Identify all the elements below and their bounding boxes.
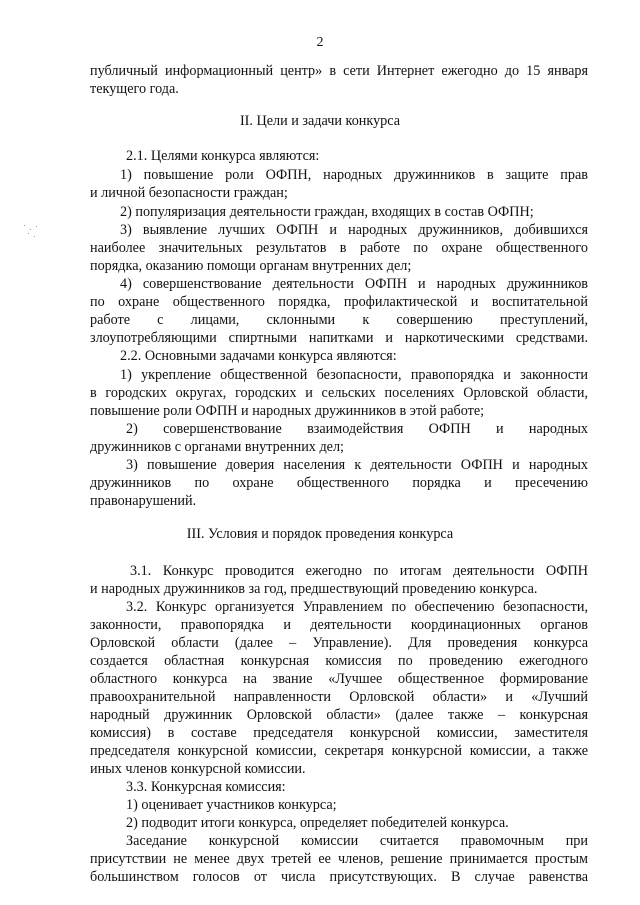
paragraph-line: 2.2. Основными задачами конкурса являются: (120, 348, 397, 364)
paragraph-line: 1) оценивает участников конкурса; (126, 797, 337, 813)
paragraph-line: 3.2. Конкурс организуется Управлением по обеспечению безопасности, (126, 599, 588, 615)
paragraph-line: по охране общественного порядка, профилактической и воспитательной (90, 294, 588, 310)
intro-line: публичный информационный центр» в сети Интернет ежегодно до 15 января (90, 63, 588, 79)
paragraph-line: большинством голосов от числа присутствующих. В случае равенства (90, 869, 588, 885)
paragraph-line: председателя конкурсной комиссии, секретаря конкурсной комиссии, а также (90, 743, 588, 759)
intro-line: текущего года. (90, 81, 179, 97)
section-3-heading: III. Условия и порядок проведения конкурса (186, 526, 454, 542)
paragraph-line: 3) выявление лучших ОФПН и народных дружинников, добившихся (120, 222, 588, 238)
paragraph-line: 4) совершенствование деятельности ОФПН и народных дружинников (120, 276, 588, 292)
paragraph-line: 3.1. Конкурс проводится ежегодно по итогам деятельности ОФПН (130, 563, 588, 579)
paragraph-line: иных членов конкурсной комиссии. (90, 761, 306, 777)
paragraph-line: создается областная конкурсная комиссия по проведению ежегодного (90, 653, 588, 669)
paragraph-line: Заседание конкурсной комиссии считается правомочным при (126, 833, 588, 849)
page-number: 2 (316, 35, 324, 50)
paragraph-line: работе с лицами, склонными к совершению преступлений, (90, 312, 588, 328)
paragraph-line: народный дружинник Орловской области» (далее также – конкурсная (90, 707, 588, 723)
paragraph-line: в городских округах, городских и сельских поселениях Орловской области, (90, 385, 588, 401)
paragraph-line: злоупотребляющими спиртными напитками и наркотическими средствами. (90, 330, 588, 346)
paragraph-line: 2) подводит итоги конкурса, определяет победителей конкурса. (126, 815, 509, 831)
paragraph-line: и личной безопасности граждан; (90, 185, 288, 201)
scan-speck (34, 236, 35, 237)
paragraph-line: повышение роли ОФПН и народных дружинников в этой работе; (90, 403, 485, 419)
paragraph-line: наиболее значительных результатов в работе по охране общественного (90, 240, 588, 256)
paragraph-line: порядка, оказанию помощи органам внутренних дел; (90, 258, 412, 274)
paragraph-line: 3) повышение доверия населения к деятельности ОФПН и народных (126, 457, 588, 473)
paragraph-line: правонарушений. (90, 493, 197, 509)
paragraph-line: 3.3. Конкурсная комиссия: (126, 779, 286, 795)
paragraph-line: комиссия) в составе председателя конкурсной комиссии, заместителя (90, 725, 588, 741)
paragraph-line: законности, правопорядка и деятельности координационных органов (90, 617, 588, 633)
section-2-heading: II. Цели и задачи конкурса (239, 113, 401, 129)
paragraph-line: 2) популяризация деятельности граждан, входящих в состав ОФПН; (120, 204, 534, 220)
paragraph-line: областного конкурса на звание «Лучшее общественное формирование (90, 671, 588, 687)
scan-speck (24, 225, 25, 226)
scan-speck (36, 226, 37, 227)
paragraph-line: 1) укрепление общественной безопасности, правопорядка и законности (120, 367, 588, 383)
paragraph-line: дружинников с органами внутренних дел; (90, 439, 344, 455)
paragraph-line: 1) повышение роли ОФПН, народных дружинников в защите прав (120, 167, 588, 183)
scan-speck (30, 229, 31, 230)
paragraph-line: правоохранительной направленности Орловской области» и «Лучший (90, 689, 588, 705)
paragraph-line: присутствии не менее двух третей ее членов, решение принимается простым (90, 851, 588, 867)
paragraph-line: 2) совершенствование взаимодействия ОФПН и народных (126, 421, 588, 437)
paragraph-line: дружинников по охране общественного порядка и пресечению (90, 475, 588, 491)
scan-speck (28, 233, 29, 234)
paragraph-line: и народных дружинников за год, предшествующий проведению конкурса. (90, 581, 538, 597)
paragraph-line: 2.1. Целями конкурса являются: (126, 148, 320, 164)
paragraph-line: Орловской области (далее – Управление). Для проведения конкурса (90, 635, 588, 651)
